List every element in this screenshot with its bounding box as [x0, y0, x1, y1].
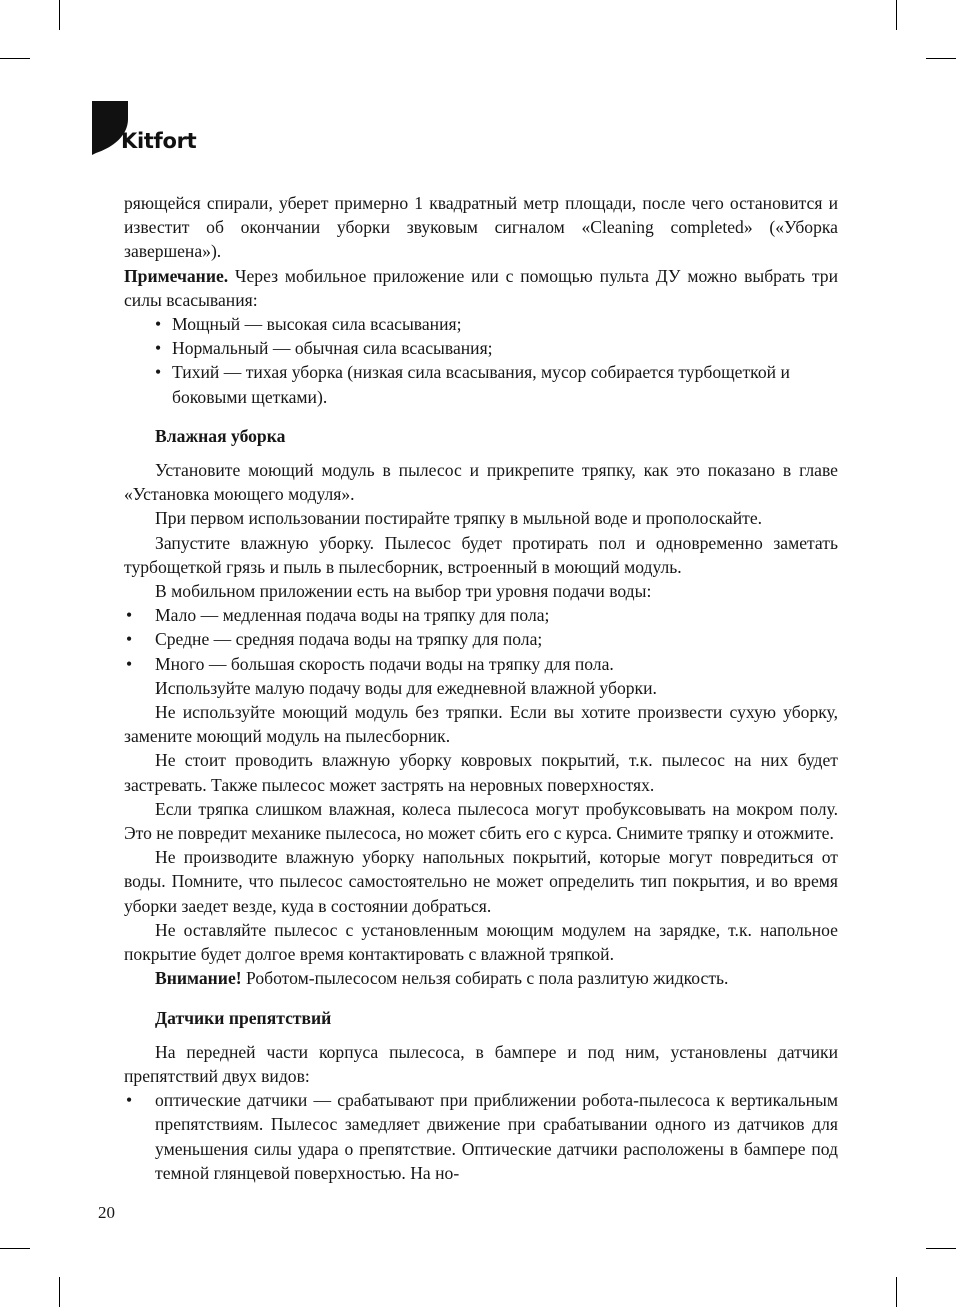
list-item: • Тихий — тихая уборка (низкая сила всасывания, мусор собирается турбощеткой и боковыми щетками).: [155, 362, 790, 407]
crop-mark: [896, 1277, 897, 1307]
list-item: • Мощный — высокая сила всасывания;: [124, 312, 838, 336]
warning-text: Роботом-пылесосом нельзя собирать с пола разлитую жидкость.: [241, 968, 729, 989]
bullet: •: [126, 629, 133, 650]
crop-mark: [0, 1248, 30, 1249]
crop-mark: [0, 58, 30, 59]
bullet: •: [126, 605, 133, 626]
paragraph: ряющейся спирали, уберет примерно 1 квадратный метр площади, после чего остановится и известит об окончании уборки звуковым сигналом «Cleaning completed» («Уборка завершена»).: [124, 193, 838, 262]
bullet: •: [155, 362, 162, 383]
bullet: •: [126, 653, 133, 674]
paragraph: Если тряпка слишком влажная, колеса пылесоса могут пробуксовывать на мокром полу. Это не повредит механике пылесоса, но может сбить его с курса. Снимите тряпку и отожмите.: [124, 798, 838, 844]
paragraph: Установите моющий модуль в пылесос и прикрепите тряпку, как это показано в главе «Установка моющего модуля».: [124, 460, 838, 505]
warning-label: Внимание!: [155, 968, 242, 989]
paragraph: Не оставляйте пылесос с установленным моющим модулем на зарядке, т.к. напольное покрытие будет долгое время контактировать с влажной тряпкой.: [124, 919, 838, 965]
list-item: • Нормальный — обычная сила всасывания;: [124, 336, 838, 360]
paragraph: На передней части корпуса пылесоса, в бампере и под ним, установлены датчики препятствий двух видов:: [124, 1041, 838, 1086]
list-item: • Средне — средняя подача воды на тряпку для пола;: [124, 627, 838, 651]
bullet: •: [155, 338, 162, 359]
paragraph: Используйте малую подачу воды для ежедневной влажной уборки.: [155, 677, 657, 698]
paragraph: Не используйте моющий модуль без тряпки. Если вы хотите произвести сухую уборку, замените моющий модуль на пылесборник.: [124, 702, 838, 747]
paragraph: Запустите влажную уборку. Пылесос будет протирать пол и одновременно заметать турбощеткой грязь и пыль в пылесборник, встроенный в моющий модуль.: [124, 532, 838, 577]
list-item: • Мало — медленная подача воды на тряпку для пола;: [124, 603, 838, 627]
note-label: Примечание.: [124, 265, 229, 286]
note-paragraph: [124, 264, 838, 312]
page-content: [124, 191, 838, 1185]
crop-mark: [59, 1277, 60, 1307]
list-item: • Много — большая скорость подачи воды на тряпку для пола.: [124, 652, 838, 676]
crop-mark: [59, 0, 60, 30]
section-heading: Влажная уборка: [155, 425, 286, 446]
paragraph: Не производите влажную уборку напольных покрытий, которые могут повредиться от воды. Помните, что пылесос самостоятельно не может определить тип покрытия, и во время уборки заедет везде, куда в состоянии добраться.: [124, 847, 838, 916]
brand-name: Kitfort: [121, 129, 197, 153]
brand-logo: [92, 101, 202, 159]
paragraph: Не стоит проводить влажную уборку ковровых покрытий, т.к. пылесос на них будет застревать. Также пылесос может застрять на неровных поверхностях.: [124, 750, 838, 795]
page-number: 20: [98, 1203, 115, 1222]
bullet: •: [155, 314, 162, 335]
section-heading: Датчики препятствий: [155, 1007, 332, 1028]
bullet: •: [126, 1090, 133, 1111]
list-item: • оптические датчики — срабатывают при приближении робота-пылесоса к вертикальным препятствиям. Пылесос замедляет движение при срабатывании одного из датчиков для уменьшения силы удара о препятствие. Оптические датчики расположены в бампере под темной глянцевой поверхностью. На но-: [126, 1090, 838, 1183]
crop-mark: [926, 58, 956, 59]
paragraph: При первом использовании постирайте тряпку в мыльной воде и прополоскайте.: [155, 508, 763, 529]
warning-paragraph: [124, 966, 838, 990]
note-text: Через мобильное приложение или с помощью пульта ДУ можно выбрать три силы всасывания:: [124, 265, 838, 310]
crop-mark: [926, 1248, 956, 1249]
crop-mark: [896, 0, 897, 30]
paragraph: В мобильном приложении есть на выбор три уровня подачи воды:: [155, 581, 652, 602]
